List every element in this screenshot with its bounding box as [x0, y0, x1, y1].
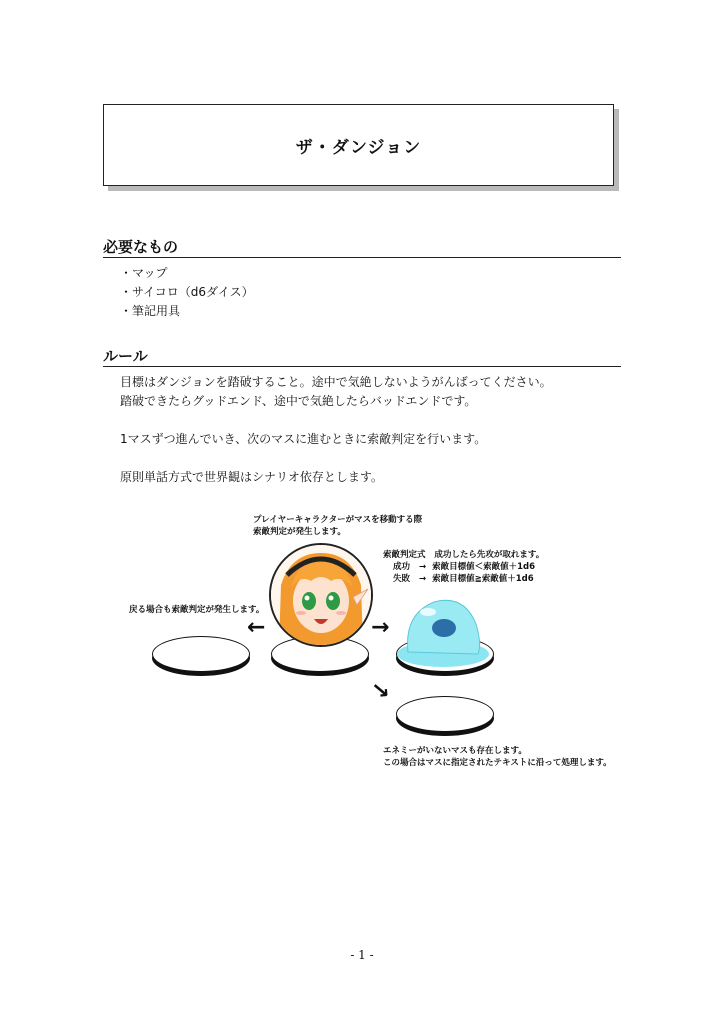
section-heading-needs: 必要なもの: [103, 238, 621, 258]
page-number: - 1 -: [350, 948, 374, 962]
player-portrait: [269, 543, 373, 647]
list-item: ・ 筆記用具: [120, 302, 254, 321]
arrow-right-icon: →: [371, 615, 390, 640]
rules-line: 原則単話方式で世界観はシナリオ依存とします。: [120, 470, 383, 484]
back-note: 戻る場合も索敵判定が発生します。: [129, 605, 265, 615]
enemy-note: エネミーがいないマスも存在します。 この場合はマスに指定されたテキストに沿って処理します。: [383, 746, 612, 768]
formula-table: 成功 → 索敵目標値＜索敵値＋1d6 失敗 → 索敵目標値≧索敵値＋1d6: [393, 562, 536, 584]
tile-back: [152, 636, 250, 672]
list-item: ・ サイコロ（d6ダイス）: [120, 283, 254, 302]
page-title: ザ・ダンジョン: [295, 137, 422, 158]
list-item: ・ マップ: [120, 264, 254, 283]
arrow-left-icon: ←: [247, 615, 266, 640]
rules-line: 踏破できたらグッドエンド、途中で気絶したらバッドエンドです。: [120, 394, 477, 408]
character-illustration: [271, 545, 371, 645]
needs-list: [120, 264, 254, 321]
player-move-note: プレイヤーキャラクターがマスを移動する際 索敵判定が発生します。: [253, 515, 423, 537]
arrow-down-right-icon: →: [365, 675, 396, 707]
section-heading-rules: ルール: [103, 347, 621, 367]
rules-line: 目標はダンジョンを踏破すること。途中で気絶しないようがんばってください。: [120, 375, 552, 389]
rules-paragraph-1: [120, 373, 552, 411]
formula-note: 索敵判定式 成功したら先攻が取れます。 成功 → 索敵目標値＜索敵値＋1d6 失敗 → 索敵目標値≧索敵値＋1d6: [383, 550, 545, 584]
tile-empty: [396, 696, 494, 732]
title-box: [103, 104, 614, 186]
rules-line: 1マスずつ進んでいき、次のマスに進むときに索敵判定を行います。: [120, 432, 487, 446]
slime-enemy-icon: [394, 594, 492, 672]
